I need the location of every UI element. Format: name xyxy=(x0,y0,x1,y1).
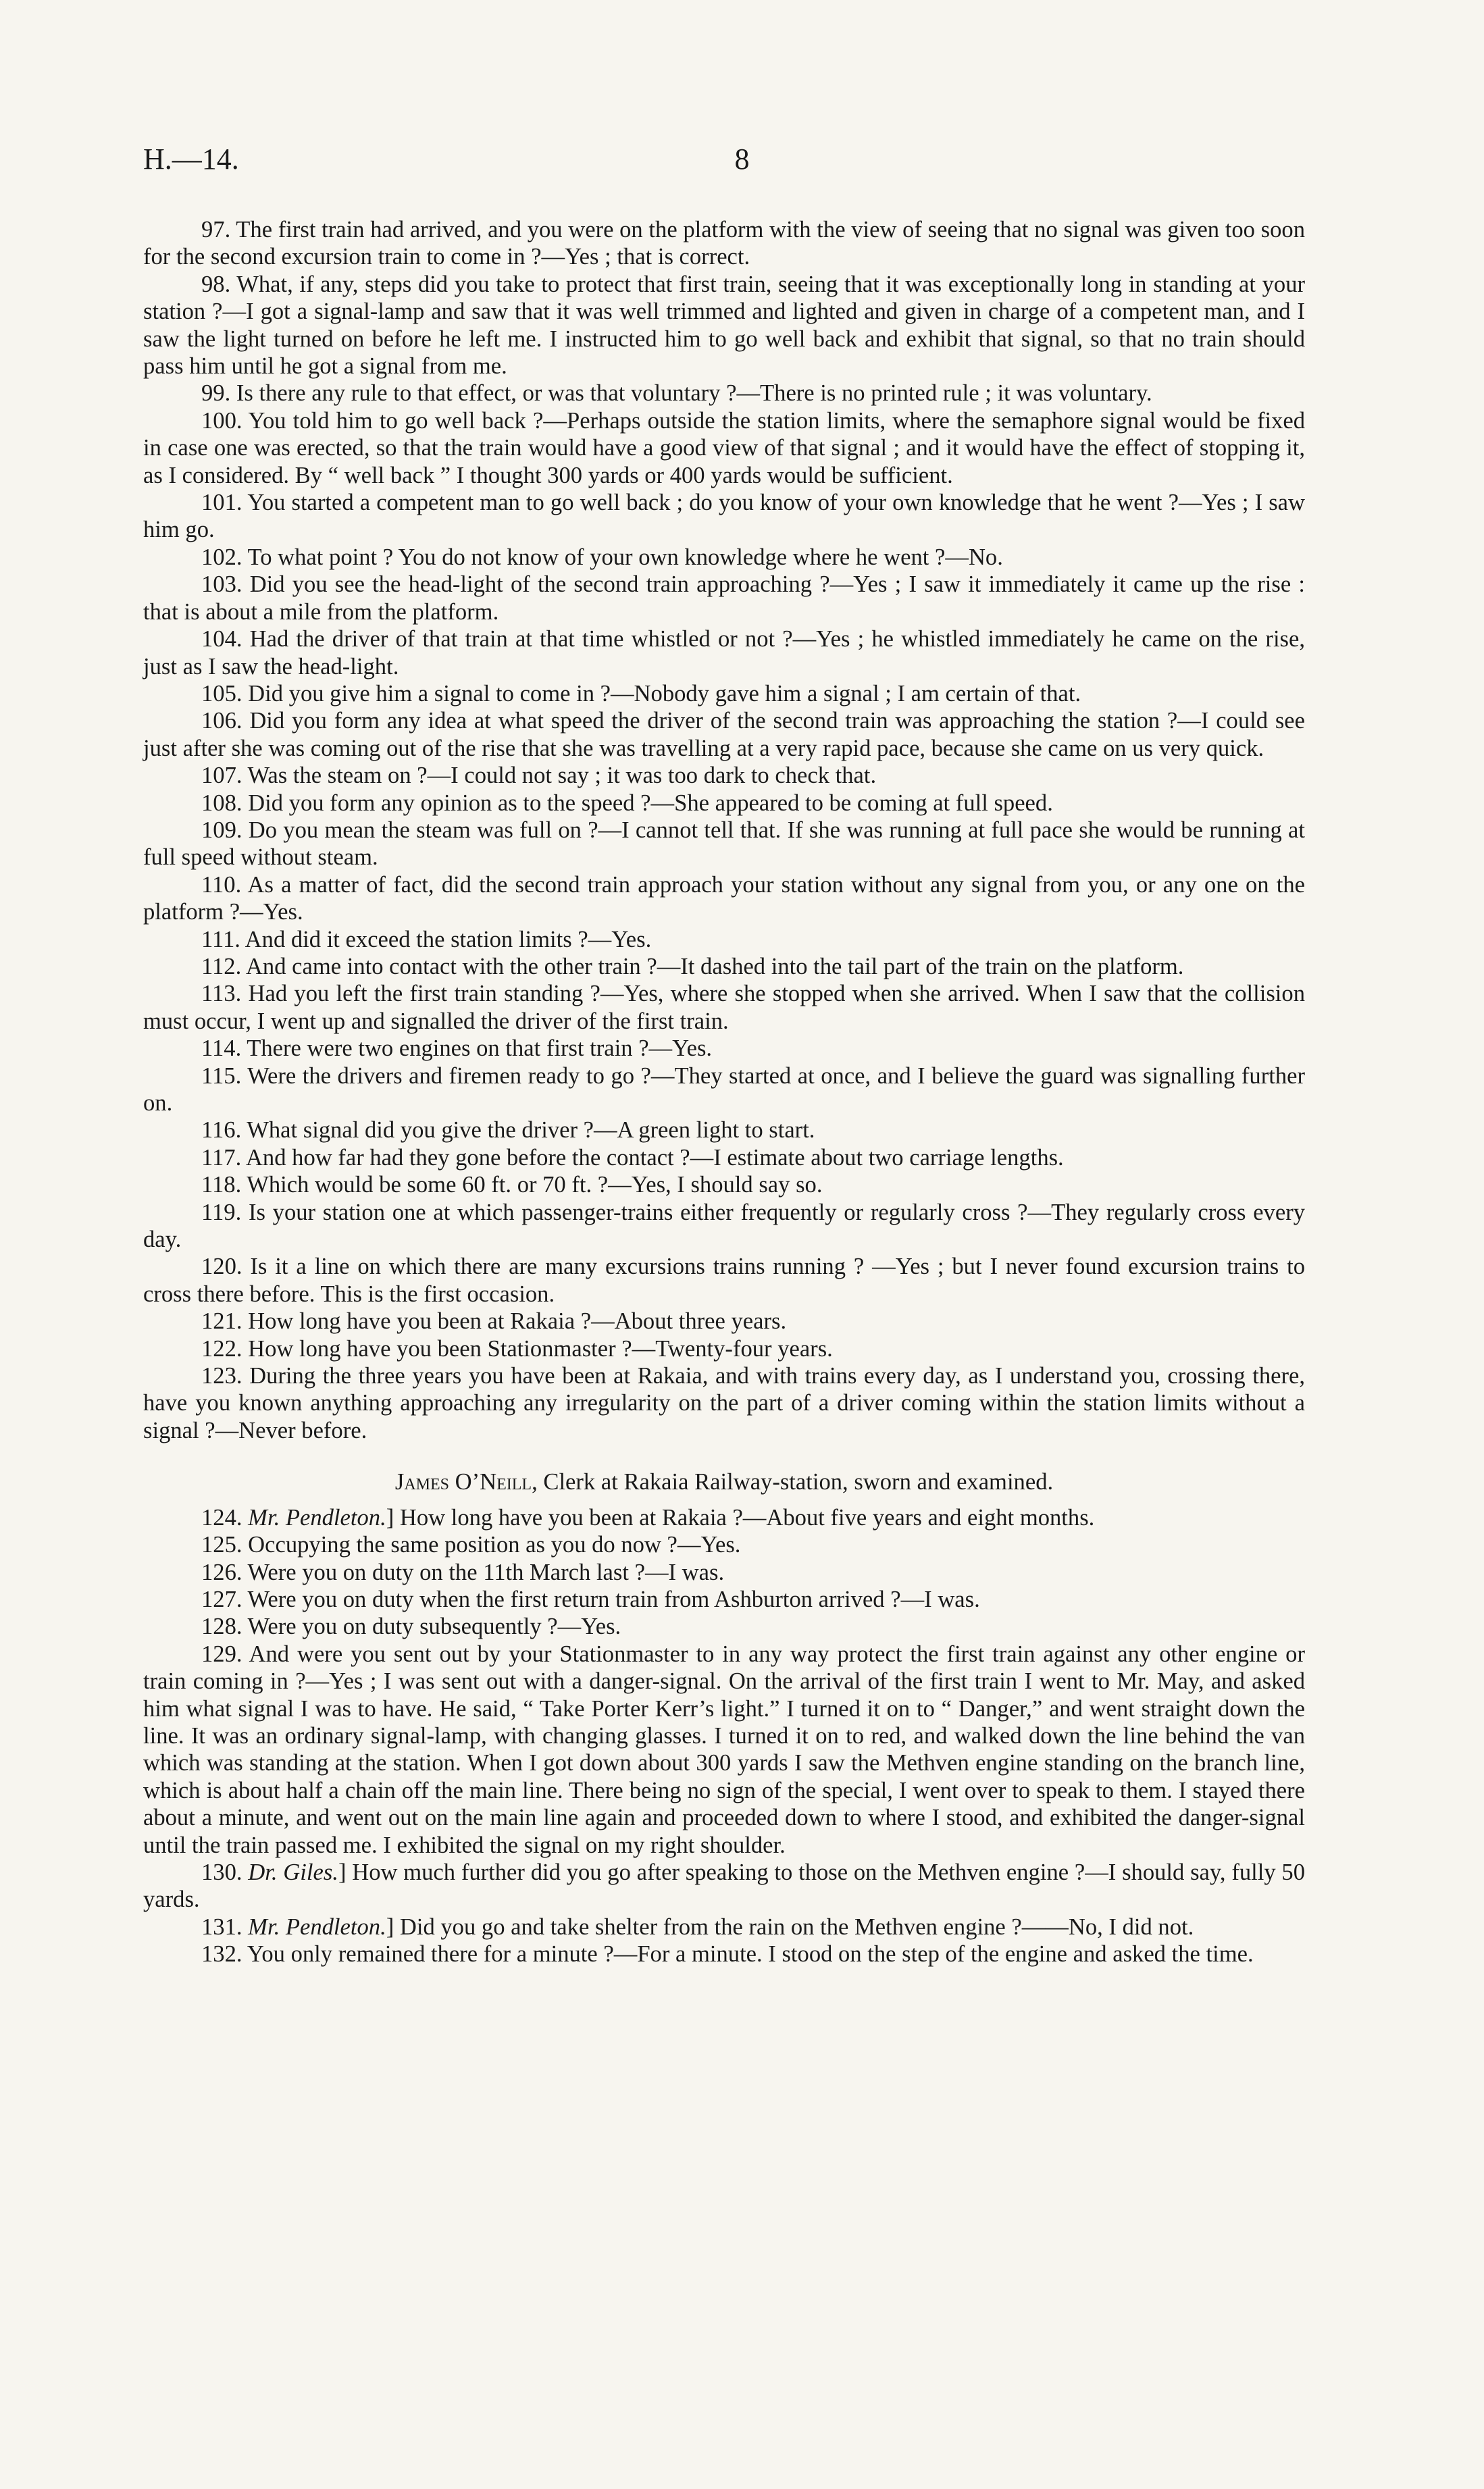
paragraph: 121. How long have you been at Rakaia ?—About three years. xyxy=(201,1308,787,1335)
paragraph: 97. The first train had arrived, and you were on the platform with the view of seeing that no signal was given too soon for the second excursion train to come in ?—Yes ; that is correct. xyxy=(143,217,1305,270)
witness-heading xyxy=(143,1468,1305,1495)
paragraph: 118. Which would be some 60 ft. or 70 ft. ?—Yes, I should say so. xyxy=(201,1172,823,1198)
paragraph: 119. Is your station one at which passenger-trains either frequently or regularly cross ?—They regularly cross every day. xyxy=(143,1199,1305,1253)
paragraph: 100. You told him to go well back ?—Perhaps outside the station limits, where the semaphore signal would be fixed in case one was erected, so that the train would have a good view of that signal ; and it would have the effect of stopping it, as I considered. By “ well back ” I thought 300 yards or 400 yards would be sufficient. xyxy=(143,407,1305,488)
page-header xyxy=(143,142,1341,189)
paragraph: 103. Did you see the head-light of the second train approaching ?—Yes ; I saw it immediately it came up the rise : that is about a mile from the platform. xyxy=(143,571,1305,625)
question-number: 131. xyxy=(201,1914,242,1940)
paragraph: 98. What, if any, steps did you take to protect that first train, seeing that it was exceptionally long in standing at your station ?—I got a signal-lamp and saw that it was well trimmed and lighted and given in charge of a competent man, and I saw the light turned on before he left me. I instructed him to go well back and exhibit that signal, so that no train should pass him until he got a signal from me. xyxy=(143,271,1305,380)
paragraph: 116. What signal did you give the driver ?—A green light to start. xyxy=(201,1117,815,1144)
paragraph: 115. Were the drivers and firemen ready to go ?—They started at once, and I believe the guard was signalling further on. xyxy=(143,1062,1305,1116)
paragraph: 127. Were you on duty when the first return train from Ashburton arrived ?—I was. xyxy=(201,1586,980,1612)
paragraph: 120. Is it a line on which there are many excursions trains running ? —Yes ; but I never found excursion trains to cross there before. This is the first occasion. xyxy=(143,1254,1305,1307)
document-reference: H.—14. xyxy=(143,143,239,176)
paragraph: 107. Was the steam on ?—I could not say ; it was too dark to check that. xyxy=(201,763,877,789)
paragraph xyxy=(143,1504,1305,1531)
paragraph: 106. Did you form any idea at what speed the driver of the second train was approaching the station ?—I could see just after she was coming out of the rise that she was travelling at a very rapid pace, because she came on us very quick. xyxy=(143,708,1305,761)
witness-name: James O’Neill xyxy=(394,1469,532,1495)
paragraph: 111. And did it exceed the station limits ?—Yes. xyxy=(201,926,652,952)
page-number: 8 xyxy=(734,143,750,176)
paragraph: 125. Occupying the same position as you do now ?—Yes. xyxy=(201,1532,741,1558)
paragraph: 128. Were you on duty subsequently ?—Yes. xyxy=(201,1614,621,1640)
paragraph xyxy=(143,1859,1305,1914)
speaker-name: Mr. Pendleton. xyxy=(248,1504,386,1531)
question-text: ] How much further did you go after speaking to those on the Methven engine ?—I should say, fully 50 yards. xyxy=(143,1859,1305,1913)
speaker-name: Mr. Pendleton. xyxy=(248,1914,386,1940)
evidence-text xyxy=(143,216,1305,1968)
question-number: 124. xyxy=(201,1504,242,1531)
paragraph: 123. During the three years you have been at Rakaia, and with trains every day, as I understand you, crossing there, have you known anything approaching any irregularity on the part of a driver coming within the station limits without a signal ?—Never before. xyxy=(143,1363,1305,1443)
paragraph: 132. You only remained there for a minute ?—For a minute. I stood on the step of the engine and asked the time. xyxy=(201,1941,1254,1968)
question-text: ] How long have you been at Rakaia ?—About five years and eight months. xyxy=(386,1504,1095,1531)
paragraph: 126. Were you on duty on the 11th March last ?—I was. xyxy=(201,1559,725,1585)
witness-description: , Clerk at Rakaia Railway-station, sworn and examined. xyxy=(532,1469,1054,1495)
paragraph: 109. Do you mean the steam was full on ?—I cannot tell that. If she was running at full pace she would be running at full speed without steam. xyxy=(143,817,1305,871)
paragraph: 129. And were you sent out by your Stationmaster to in any way protect the first train against any other engine or train coming in ?—Yes ; I was sent out with a danger-signal. On the arrival of the first train I went to Mr. May, and asked him what signal I was to have. He said, “ Take Porter Kerr’s light.” I turned it on to “ Danger,” and went straight down the line. It was an ordinary signal-lamp, with changing glasses. I turned it on to red, and walked down the line behind the van which was standing at the station. When I got down about 300 yards I saw the Methven engine standing on the branch line, which is about half a chain off the main line. There being no sign of the special, I went over to speak to them. I stayed there about a minute, and went out on the main line again and proceeded down to where I stood, and exhibited the danger-signal until the train passed me. I exhibited the signal on my right shoulder. xyxy=(143,1641,1305,1858)
paragraph: 99. Is there any rule to that effect, or was that voluntary ?—There is no printed rule ; it was voluntary. xyxy=(201,380,1152,407)
paragraph: 104. Had the driver of that train at that time whistled or not ?—Yes ; he whistled immediately he came on the rise, just as I saw the head-light. xyxy=(143,626,1305,679)
question-number: 130. xyxy=(201,1859,242,1885)
paragraph: 101. You started a competent man to go well back ; do you know of your own knowledge that he went ?—Yes ; I saw him go. xyxy=(143,490,1305,543)
paragraph xyxy=(143,1914,1305,1941)
speaker-name: Dr. Giles. xyxy=(248,1859,338,1885)
paragraph: 122. How long have you been Stationmaster ?—Twenty-four years. xyxy=(201,1335,833,1362)
paragraph: 105. Did you give him a signal to come in ?—Nobody gave him a signal ; I am certain of that. xyxy=(201,680,1081,707)
paragraph: 117. And how far had they gone before the contact ?—I estimate about two carriage lengths. xyxy=(201,1144,1064,1171)
paragraph: 114. There were two engines on that first train ?—Yes. xyxy=(201,1035,713,1062)
paragraph: 108. Did you form any opinion as to the speed ?—She appeared to be coming at full speed. xyxy=(201,790,1053,816)
question-text: ] Did you go and take shelter from the rain on the Methven engine ?——No, I did not. xyxy=(386,1914,1194,1940)
paragraph: 113. Had you left the first train standing ?—Yes, where she stopped when she arrived. When I saw that the collision must occur, I went up and signalled the driver of the first train. xyxy=(143,981,1305,1034)
paragraph: 102. To what point ? You do not know of your own knowledge where he went ?—No. xyxy=(201,544,1003,570)
paragraph: 112. And came into contact with the other train ?—It dashed into the tail part of the train on the platform. xyxy=(201,953,1184,979)
paragraph: 110. As a matter of fact, did the second train approach your station without any signal from you, or any one on the platform ?—Yes. xyxy=(143,871,1305,925)
